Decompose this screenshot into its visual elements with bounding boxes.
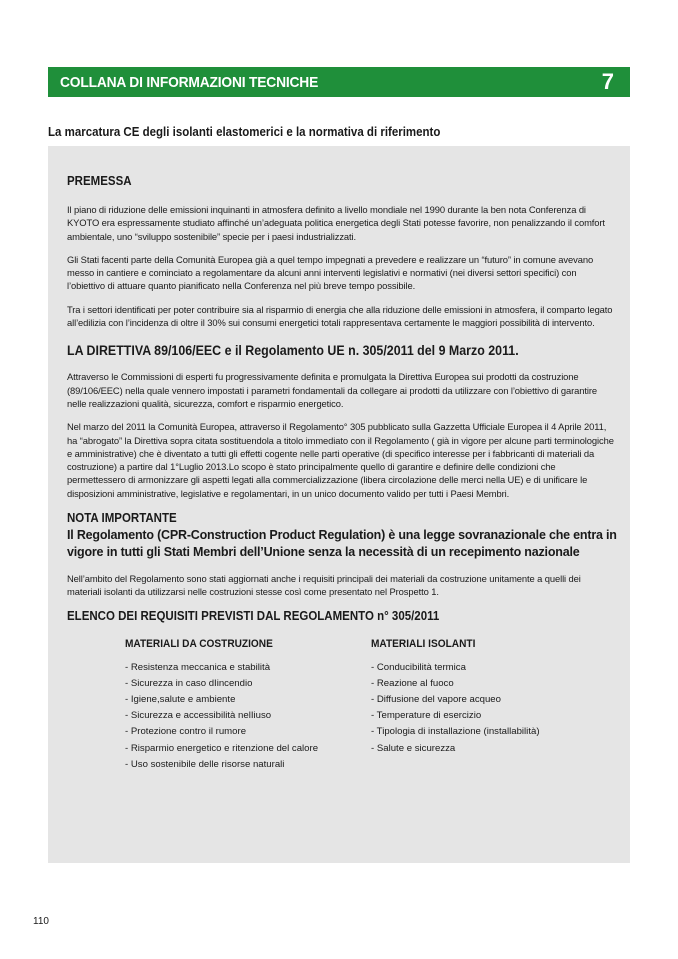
nota-body: Il Regolamento (CPR-Construction Product Regulation) è una legge sovranazionale che entra in vigore in tutti gli Stati Membri dell’Unione senza la necessità di un recepimento nazionale — [67, 528, 617, 559]
premessa-paragraph: Tra i settori identificati per poter contribuire sia al risparmio di energia che alla riduzione delle emissioni in atmosfera, il comparto legato all’edilizia con l’incidenza di oltre il 30% sui consumi energetici totali rappresentava certamente le maggiori possibilità di intervento. — [67, 303, 613, 329]
list-item: - Temperature di esercizio — [371, 710, 482, 722]
page-subtitle: La marcatura CE degli isolanti elastomerici e la normativa di riferimento — [48, 125, 441, 139]
costruzione-column — [125, 638, 318, 773]
content-panel — [48, 146, 630, 863]
premessa-heading: PREMESSA — [67, 174, 132, 188]
list-item: - Salute e sicurezza — [371, 742, 456, 754]
list-item: - Igiene,salute e ambiente — [125, 694, 236, 706]
costruzione-heading: MATERIALI DA COSTRUZIONE — [125, 637, 273, 650]
direttiva-paragraph: Attraverso le Commissioni di esperti fu progressivamente definita e promulgata la Direttiva Europea sui prodotti da costruzione (89/106/EEC) nella quale vennero impostati i parametri fondamentali da collegare ai prodotti da utilizzare con l’obiettivo di garantire nelle realizzazioni qualità, sicurezza, comfort e risparmio energetico. — [67, 371, 598, 409]
requirements-columns — [67, 638, 614, 798]
header-title: COLLANA DI INFORMAZIONI TECNICHE — [60, 74, 319, 91]
list-item: - Sicurezza in caso dIincendio — [125, 677, 253, 689]
elenco-heading: ELENCO DEI REQUISITI PREVISTI DAL REGOLAMENTO n° 305/2011 — [67, 608, 440, 623]
list-item: - Conducibilità termica — [371, 661, 466, 673]
page-number: 110 — [33, 916, 49, 927]
direttiva-paragraph: Nel marzo del 2011 la Comunità Europea, attraverso il Regolamento° 305 pubblicato sulla Gazzetta Ufficiale Europea il 4 Aprile 2011, ha “abrogato” la Direttiva sopra citata sostituendola a titolo immediato con il Regolamento ( già in vigore per alcune parti terminologiche e amministrative) che è diventato a tutti gli effetti cogente nelle parti operative (di specifico interesse per i fabbricanti di materiali da costruzione) a partire dal 1°Luglio 2013.Lo scopo è stato principalmente quello di garantire e definire delle condizioni che permettessero di armonizzare gli aspetti legati alla commercializzazione (libera circolazione delle merci nella UE) e di unificare le disposizioni amministrative, legislative e regolamentari, in un unico documento valido per tutti i Paesi Membri. — [67, 421, 614, 499]
list-item: - Tipologia di installazione (installabilità) — [371, 726, 540, 738]
premessa-paragraph: Il piano di riduzione delle emissioni inquinanti in atmosfera definito a livello mondiale nel 1990 durante la ben nota Conferenza di KYOTO era espressamente studiato affinché un’adeguata politica energetica degli Stati potesse favorire, non penalizzando il comfort ambientale, uno “sviluppo sostenibile” specie per i paesi industrializzati. — [67, 204, 605, 242]
list-item: - Risparmio energetico e ritenzione del calore — [125, 742, 319, 754]
list-item: - Resistenza meccanica e stabilità — [125, 661, 271, 673]
list-item: - Reazione al fuoco — [371, 677, 454, 689]
list-item: - Uso sostenibile delle risorse naturali — [125, 758, 285, 770]
isolanti-column — [371, 638, 540, 757]
nota-paragraph: Nell’ambito del Regolamento sono stati aggiornati anche i requisiti principali dei materiali da costruzione unitamente a quelli dei materiali isolanti da utilizzarsi nelle costruzioni stesse così come presentato nel Prospetto 1. — [67, 573, 581, 598]
nota-heading: NOTA IMPORTANTE — [67, 511, 177, 526]
isolanti-heading: MATERIALI ISOLANTI — [371, 637, 476, 650]
direttiva-heading: LA DIRETTIVA 89/106/EEC e il Regolamento UE n. 305/2011 del 9 Marzo 2011. — [67, 343, 519, 359]
list-item: - Sicurezza e accessibilità nelIiuso — [125, 710, 272, 722]
chapter-number: 7 — [601, 69, 614, 94]
list-item: - Protezione contro il rumore — [125, 726, 247, 738]
list-item: - Diffusione del vapore acqueo — [371, 694, 501, 706]
header-bar — [48, 67, 630, 97]
premessa-paragraph: Gli Stati facenti parte della Comunità Europea già a quel tempo impegnati a prevedere e realizzare un “futuro” in comune avevano messo in cantiere e cominciato a regolamentare da alcuni anni interventi legislativi e normativi (nei diversi settori specifici) con l’obiettivo di attuare quanto pianificato nella Conferenza nel più breve tempo possibile. — [67, 253, 594, 292]
